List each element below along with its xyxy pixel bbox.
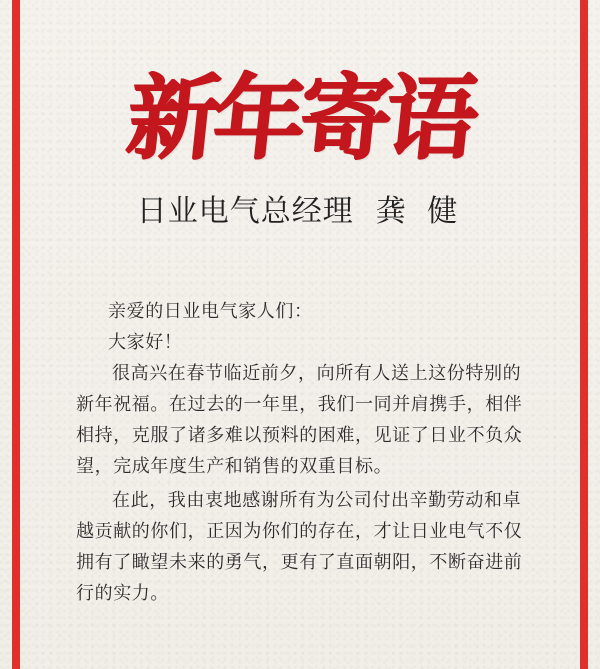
paragraph-line: 相持，克服了诸多难以预料的困难，见证了日业不负众 <box>76 425 523 446</box>
paragraph-line: 望，完成年度生产和销售的双重目标。 <box>76 456 393 477</box>
signature-name: 龚 健 <box>375 194 464 229</box>
paragraph-line: 行的实力。 <box>76 583 169 604</box>
signature-title: 日业电气总经理 <box>136 194 354 229</box>
paragraph-line: 新年祝福。在过去的一年里，我们一同并肩携手，相伴 <box>76 394 523 415</box>
signature-line <box>0 186 600 230</box>
paragraph-line: 拥有了瞰望未来的勇气，更有了直面朝阳，不断奋进前 <box>76 552 523 573</box>
left-red-border <box>12 0 20 669</box>
right-red-border <box>580 0 588 669</box>
paragraph-1 <box>76 358 536 482</box>
paragraph-line: 很高兴在春节临近前夕，向所有人送上这份特别的 <box>112 363 522 384</box>
paragraph-line: 越贡献的你们，正因为你们的存在，才让日业电气不仅 <box>76 521 523 542</box>
greeting: 大家好！ <box>108 332 183 353</box>
headline-calligraphy: 新年寄语 <box>122 64 478 172</box>
salutation: 亲爱的日业电气家人们： <box>108 301 313 322</box>
paragraph-line: 在此，我由衷地感谢所有为公司付出辛勤劳动和卓 <box>112 490 522 511</box>
letter-body <box>76 296 536 612</box>
paragraph-2 <box>76 485 536 609</box>
